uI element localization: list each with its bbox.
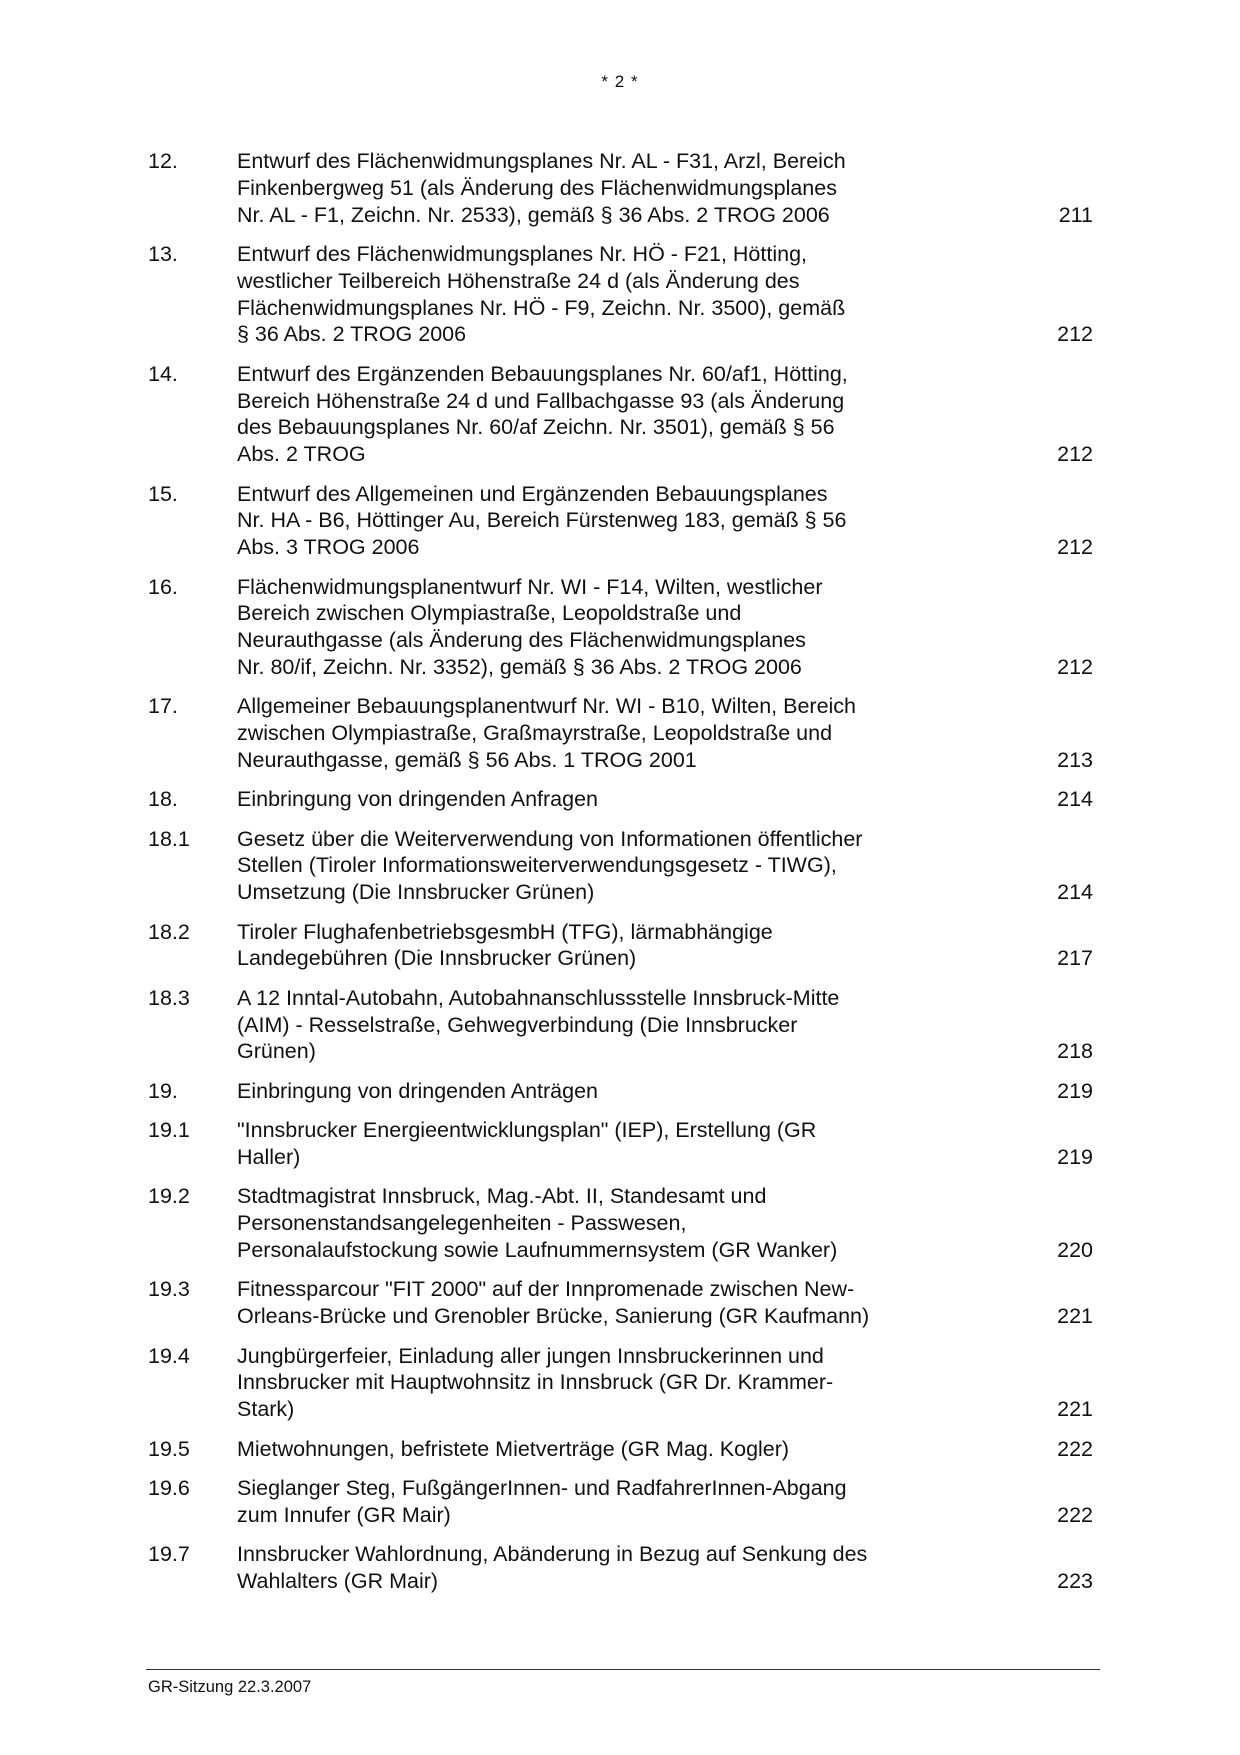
toc-entry-number: 19.2: [148, 1184, 190, 1209]
toc-entry-title: Entwurf des Ergänzenden Bebauungsplanes Nr. 60/af1, Hötting, Bereich Höhenstraße 24 d und Fallbachgasse 93 (als Änderung des Bebauungsplanes Nr. 60/af Zeichn. Nr. 3501), gemäß § 56 Abs. 2 TROG: [237, 361, 848, 467]
toc-entry-number: 19.1: [148, 1118, 190, 1143]
toc-entry: [148, 1117, 1097, 1171]
toc-entry-page: 212: [1057, 654, 1093, 679]
toc-entry-number: 12.: [148, 149, 178, 173]
toc-entry: [148, 826, 1097, 906]
toc-entry-title: Fitnessparcour "FIT 2000" auf der Innpromenade zwischen New- Orleans-Brücke und Grenobler Brücke, Sanierung (GR Kaufmann): [237, 1277, 870, 1329]
toc-entry-number: 16.: [148, 574, 178, 599]
toc-entry-title: Gesetz über die Weiterverwendung von Informationen öffentlicher Stellen (Tiroler Informationsweiterverwendungsgesetz - TIWG), Umsetzung (Die Innsbrucker Grünen): [237, 826, 863, 905]
toc-entry: [148, 361, 1097, 468]
toc-entry-title: Stadtmagistrat Innsbruck, Mag.-Abt. II, Standesamt und Personenstandsangelegenheiten - Passwesen, Personalaufstockung sowie Laufnummernsystem (GR Wanker): [237, 1184, 838, 1263]
toc-entry-page: 217: [1057, 946, 1093, 971]
toc-entry-page: 223: [1057, 1568, 1093, 1593]
toc-entry-number: 19.4: [148, 1343, 190, 1368]
toc-entry-title: Jungbürgerfeier, Einladung aller jungen Innsbruckerinnen und Innsbrucker mit Hauptwohnsitz in Innsbruck (GR Dr. Krammer- Stark): [237, 1343, 834, 1422]
toc-entry-page: 211: [1058, 202, 1093, 227]
toc-entry-number: 18.: [148, 787, 178, 812]
toc-entry-number: 19.7: [148, 1542, 190, 1567]
toc-entry: [148, 919, 1097, 973]
toc-entry: [148, 1475, 1097, 1529]
toc-entry: [148, 1436, 1097, 1463]
toc-entry-page: 212: [1057, 535, 1093, 560]
toc-entry-title: Flächenwidmungsplanentwurf Nr. WI - F14, Wilten, westlicher Bereich zwischen Olympiastraße, Leopoldstraße und Neurauthgasse (als Änderung des Flächenwidmungsplanes Nr. 80/if, Zeichn. Nr. 3352), gemäß § 36 Abs. 2 TROG 2006: [237, 574, 823, 679]
toc-entry-number: 19.3: [148, 1277, 190, 1302]
footer-meeting-date: GR-Sitzung 22.3.2007: [148, 1678, 312, 1696]
footer-divider: [146, 1669, 1100, 1670]
toc-entry-number: 18.3: [148, 985, 190, 1010]
toc-entry-title: Allgemeiner Bebauungsplanentwurf Nr. WI - B10, Wilten, Bereich zwischen Olympiastraße, Graßmayrstraße, Leopoldstraße und Neurauthgasse, gemäß § 56 Abs. 1 TROG 2001: [237, 694, 857, 772]
toc-entry-number: 18.2: [148, 919, 190, 944]
toc-entry: [148, 1541, 1097, 1595]
toc-entry: [148, 1078, 1097, 1105]
toc-entry-page: 221: [1057, 1397, 1093, 1422]
toc-entry-title: Tiroler FlughafenbetriebsgesmbH (TFG), lärmabhängige Landegebühren (Die Innsbrucker Grünen): [237, 919, 773, 971]
toc-entry: [148, 786, 1097, 813]
toc-entry-title: Einbringung von dringenden Anfragen: [237, 787, 599, 812]
toc-entry-number: 19.5: [148, 1436, 190, 1461]
toc-entry: [148, 1276, 1097, 1330]
toc-entry-page: 219: [1057, 1145, 1093, 1170]
toc-entry: [148, 148, 1097, 228]
toc-entry-title: Mietwohnungen, befristete Mietverträge (GR Mag. Kogler): [237, 1436, 790, 1461]
toc-entry-title: Einbringung von dringenden Anträgen: [237, 1078, 599, 1103]
toc-entry-page: 213: [1057, 747, 1093, 772]
page-number-header: * 2 *: [601, 72, 639, 91]
toc-entry-title: Entwurf des Allgemeinen und Ergänzenden Bebauungsplanes Nr. HA - B6, Höttinger Au, Bereich Fürstenweg 183, gemäß § 56 Abs. 3 TROG 2006: [237, 481, 847, 560]
toc-entry: [148, 241, 1097, 348]
toc-entry-number: 17.: [148, 694, 178, 719]
toc-entry-page: 221: [1057, 1304, 1093, 1329]
toc-entry-title: A 12 Inntal-Autobahn, Autobahnanschlussstelle Innsbruck-Mitte (AIM) - Resselstraße, Gehwegverbindung (Die Innsbrucker Grünen): [237, 985, 840, 1064]
toc-entry-number: 15.: [148, 481, 178, 506]
toc-entry-page: 212: [1057, 322, 1093, 347]
toc-entry-page: 214: [1057, 787, 1093, 812]
toc-entry-page: 219: [1057, 1078, 1093, 1103]
toc-entry: [148, 1183, 1097, 1263]
toc-entry-number: 13.: [148, 241, 178, 266]
toc-entry-number: 18.1: [148, 826, 190, 851]
toc-entry-title: Sieglanger Steg, FußgängerInnen- und RadfahrerInnen-Abgang zum Innufer (GR Mair): [237, 1475, 847, 1527]
table-of-contents: [148, 148, 1097, 1607]
toc-entry-page: 222: [1057, 1502, 1093, 1527]
toc-entry-title: Entwurf des Flächenwidmungsplanes Nr. HÖ - F21, Hötting, westlicher Teilbereich Höhenstraße 24 d (als Änderung des Flächenwidmungsplanes Nr. HÖ - F9, Zeichn. Nr. 3500), gemäß § 36 Abs. 2 TROG 2006: [237, 241, 846, 347]
toc-entry: [148, 693, 1097, 773]
toc-entry: [148, 574, 1097, 681]
toc-entry-number: 19.: [148, 1078, 178, 1103]
toc-entry-number: 19.6: [148, 1475, 190, 1500]
toc-entry: [148, 985, 1097, 1065]
toc-entry: [148, 1343, 1097, 1423]
toc-entry-page: 222: [1057, 1436, 1093, 1461]
toc-entry: [148, 481, 1097, 561]
toc-entry-page: 214: [1057, 880, 1093, 905]
toc-entry-title: Innsbrucker Wahlordnung, Abänderung in Bezug auf Senkung des Wahlalters (GR Mair): [237, 1542, 868, 1593]
toc-entry-title: "Innsbrucker Energieentwicklungsplan" (IEP), Erstellung (GR Haller): [237, 1118, 817, 1170]
toc-entry-page: 218: [1057, 1039, 1093, 1064]
toc-entry-page: 220: [1057, 1238, 1093, 1263]
toc-entry-title: Entwurf des Flächenwidmungsplanes Nr. AL - F31, Arzl, Bereich Finkenbergweg 51 (als Änderung des Flächenwidmungsplanes Nr. AL - F1, Zeichn. Nr. 2533), gemäß § 36 Abs. 2 TROG 2006: [237, 149, 846, 227]
toc-entry-page: 212: [1057, 442, 1093, 467]
toc-entry-number: 14.: [148, 361, 178, 386]
